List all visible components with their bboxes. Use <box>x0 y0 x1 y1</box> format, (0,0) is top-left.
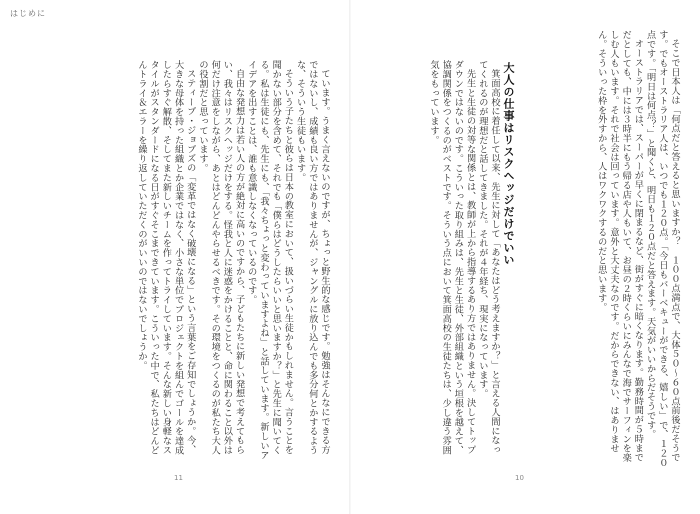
right-paragraph: そこで日本人は「何点だと答えると思いますか？ １００点満点で、大体５０〜６０点前後だそうです。でもオーストラリア人は、いつでも１２０点。「今日もバーベキューができる、嬉しい」で、１２０点です。「明日は何点？」と聞くと、明日も１２０点だと答えます。天気がいいからだそうです。 <box>644 30 680 468</box>
page-gutter <box>349 0 351 514</box>
left-page-body <box>40 60 330 460</box>
right-paragraph: オーストラリアでは、スーパーが早くに閉まるなど、街がすぐに暗くなります。勤務時間が５時までだとしても、中には３時半にもう帰る店や人もいて、お昼の２時くらいにみんなで海でサーフィンを楽しむ人もいます。それで社会は回っています。意外と大丈夫なのです。だからできない、はありません。そういった枠を外すから、人はワクワクするのだと思います。 <box>595 30 644 463</box>
right-paragraph: 先生と生徒の対等な関係とは、教師が上から指導するあり方ではありません。決してトップダウンではないのです。こういった取り組みは、先生と生徒、外部組織という垣根を越えて、協調関係をつくるのがベストです。そういう点において箕面高校の生徒たちは、少し違う雰囲気をもっています。 <box>427 60 476 455</box>
running-head: はじめに <box>10 9 46 18</box>
left-paragraph: 自由な発想力は若い人の方が絶対に高いのですから、子どもたちに新しい発想で考えてもらい、我々はリスクヘッジだけをする。怪我と人に迷惑をかけることと、命に関わること以外は何だけ注意をしながら、あとはどんどんやらせるべきです。その環境をつくるのが私たち大人の役割だと思っています。 <box>196 60 245 455</box>
page-number-right: 10 <box>515 474 524 482</box>
page-number-left: 11 <box>174 474 183 482</box>
left-paragraph: ています。うまく言えないのですが、ちょっと野生的な感じです。勉強はそんなにできる方ではないし、成績も良い方ではありませんが、ジャングルに放り込んでも多分何とかするような、そういう生徒もいます。 <box>294 60 330 455</box>
right-page-body-top <box>520 30 680 470</box>
right-paragraph: 箕面高校に着任して以来、先生に対して「あなたはどう考えますか？」と言える人間になってくれるのが理想だと話してきました。それが４年経ち、現実になっています。 <box>476 60 500 455</box>
section-heading: 大人の仕事はリスクヘッジだけでいい <box>502 62 515 266</box>
left-paragraph: スティーブ・ジョブズの「変革ではなく破壊になる」という言葉をご存知でしょうか。今、大きな母体を持った組織とか企業ではなく、小さな単位でプロジェクトを組んでゴールを達成したらすぐ解散、そしてまた新しいチームを作ってトライしています。そんな新しい身軽なスタイルがスタンダードになる日がすぐそこまできています。こういった中で、私たちはどんどんトライ＆エラーを繰り返していただくのがいいのではないでしょうか。 <box>135 60 196 455</box>
left-paragraph: そういう子たちと彼らは日本の教室において、扱いづらい生徒かもしれません。言うことを聞かない部分を含めて、それでも「僕らはどうしたらいいと思いますか？」と先生に聞いてくる。私は生徒にも、先生にも、「我々ちょっと変わっていますよね」と話しています。新しいアイデアを出すことは、誰も意識しなくなっているのです。 <box>245 60 294 460</box>
right-page-body-bottom <box>390 60 500 460</box>
